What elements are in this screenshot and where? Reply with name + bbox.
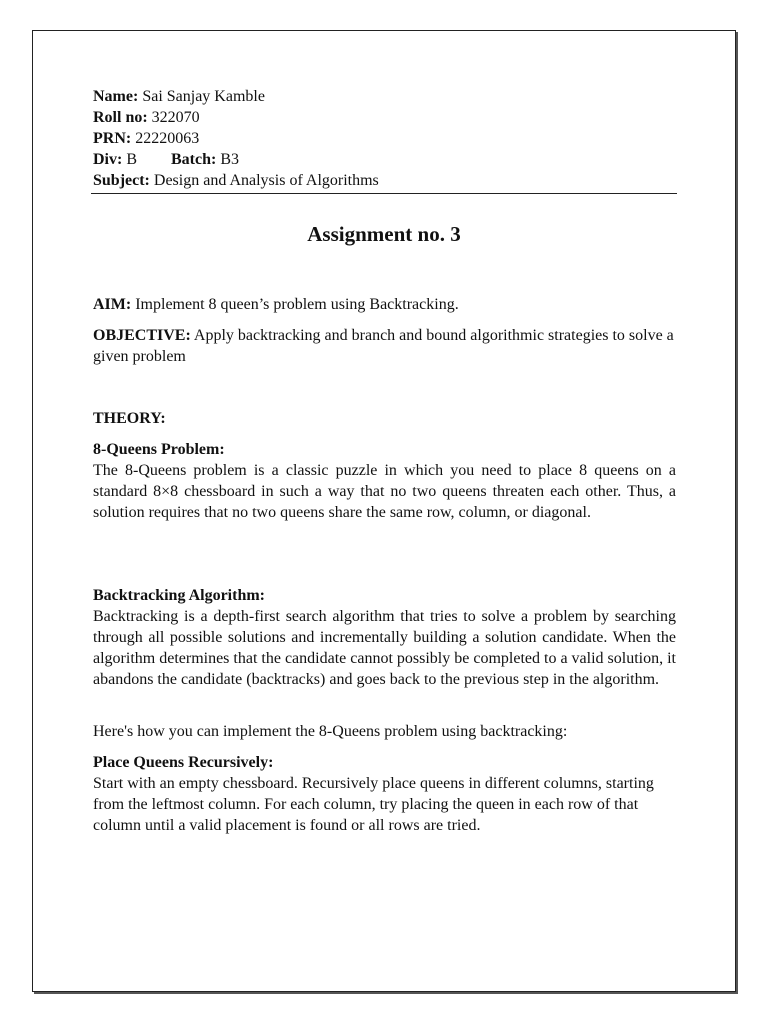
subject-value: Design and Analysis of Algorithms: [153, 172, 379, 189]
objective-section: [93, 325, 676, 367]
theory-heading-text: THEORY:: [93, 410, 166, 427]
prn-value: 22220063: [135, 130, 200, 147]
objective-label: OBJECTIVE:: [93, 327, 191, 344]
batch-label: Batch:: [171, 151, 217, 168]
subject-line: [93, 170, 676, 191]
subject-label: Subject:: [93, 172, 150, 189]
roll-label: Roll no:: [93, 109, 148, 126]
prn-line: [93, 128, 676, 149]
header-divider: [91, 193, 677, 194]
backtracking-heading: Backtracking Algorithm:: [93, 587, 265, 604]
assignment-title: Assignment no. 3: [307, 222, 461, 246]
name-value: Sai Sanjay Kamble: [142, 88, 265, 105]
backtracking-section: [93, 585, 676, 690]
prn-label: PRN:: [93, 130, 132, 147]
div-batch-line: [93, 149, 676, 170]
place-queens-section: [93, 752, 676, 836]
aim-label: AIM:: [93, 296, 132, 313]
queens-section: [93, 439, 676, 523]
backtracking-text: Backtracking is a depth-first search algorithm that tries to solve a problem by searching through all possible solutions and incrementally building a solution candidate. When the algorithm determines that the candidate cannot possibly be completed to a valid solution, it abandons the candidate (backtracks) and goes back to the previous step in the algorithm.: [93, 608, 676, 688]
queens-heading: 8-Queens Problem:: [93, 441, 225, 458]
place-text: Start with an empty chessboard. Recursively place queens in different columns, starting from the leftmost column. For each column, try placing the queen in each row of that column until a valid placement is found or all rows are tried.: [93, 775, 654, 834]
name-line: [93, 86, 676, 107]
batch-value: B3: [220, 151, 239, 168]
theory-heading: [93, 408, 676, 429]
aim-text: Implement 8 queen’s problem using Backtracking.: [135, 296, 459, 313]
div-label: Div:: [93, 151, 123, 168]
div-value: B: [126, 151, 137, 168]
student-header: [93, 86, 676, 191]
name-label: Name:: [93, 88, 139, 105]
roll-line: [93, 107, 676, 128]
implement-intro: [93, 721, 676, 742]
aim-section: [93, 294, 676, 315]
place-heading: Place Queens Recursively:: [93, 754, 274, 771]
objective-text: Apply backtracking and branch and bound algorithmic strategies to solve a given problem: [93, 327, 674, 365]
roll-value: 322070: [151, 109, 200, 126]
queens-text: The 8-Queens problem is a classic puzzle in which you need to place 8 queens on a standard 8×8 chessboard in such a way that no two queens threaten each other. Thus, a solution requires that no two queens share the same row, column, or diagonal.: [93, 462, 676, 521]
implement-intro-text: Here's how you can implement the 8-Queens problem using backtracking:: [93, 723, 568, 740]
